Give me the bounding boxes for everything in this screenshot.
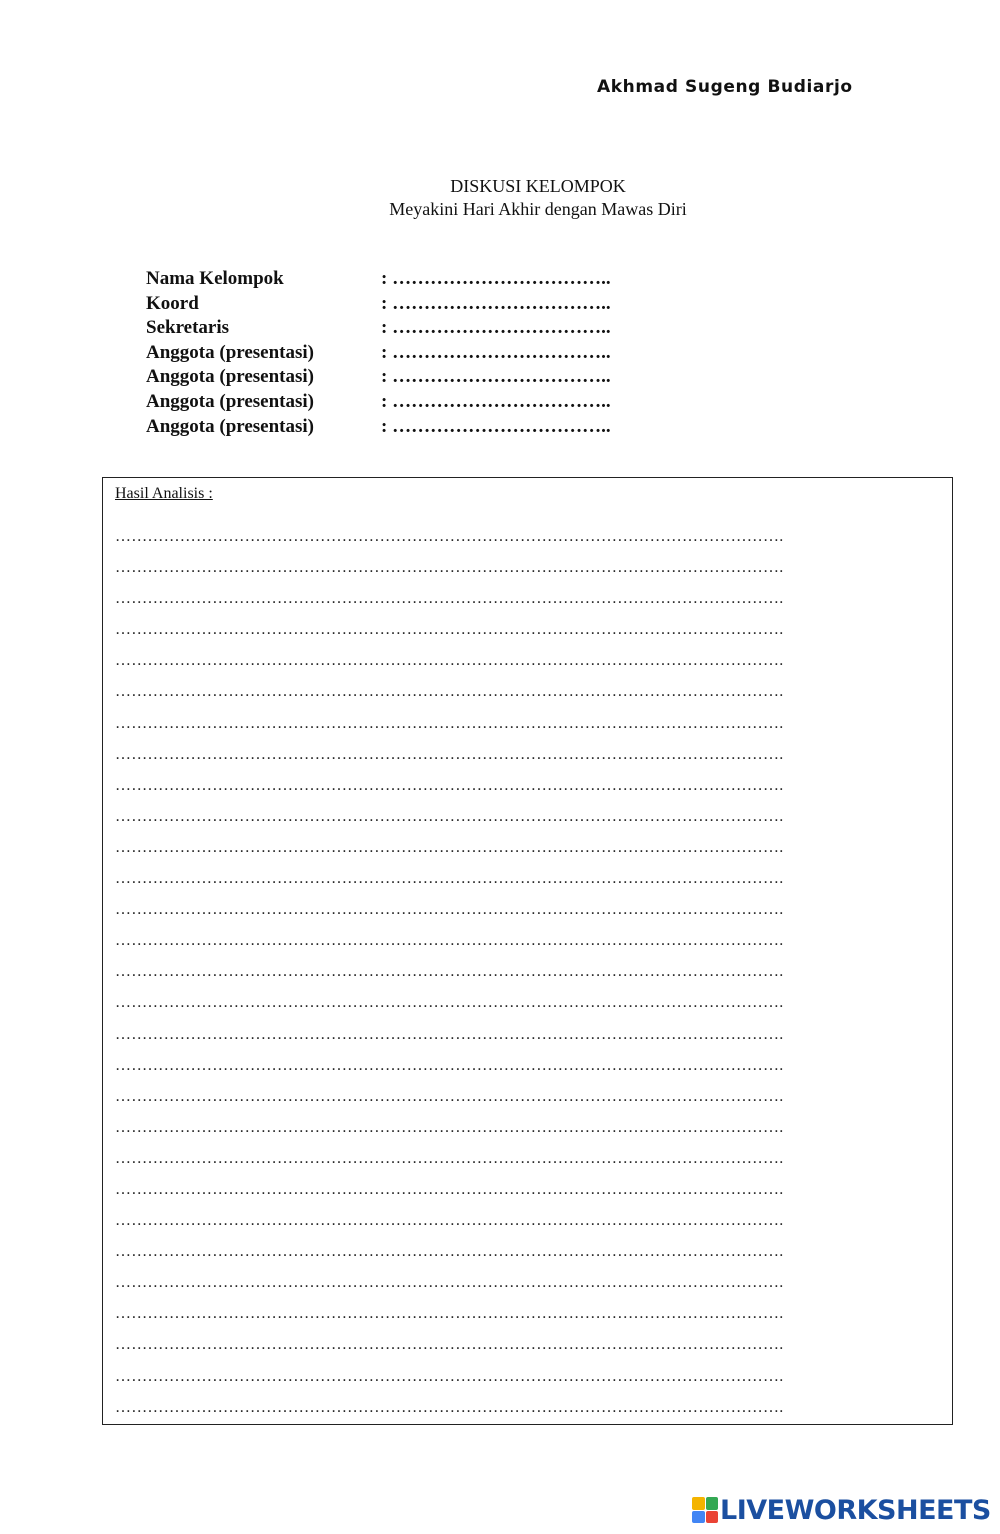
liveworksheets-icon bbox=[692, 1497, 718, 1523]
analysis-line[interactable]: ……………………………………………………………………………………………………………. bbox=[115, 1087, 784, 1105]
brand-icon-tile bbox=[692, 1497, 705, 1510]
brand-icon-tile bbox=[706, 1511, 719, 1524]
analysis-line[interactable]: ……………………………………………………………………………………………………………. bbox=[115, 621, 784, 639]
field-label: Sekretaris bbox=[146, 317, 230, 339]
analysis-line[interactable]: ……………………………………………………………………………………………………………. bbox=[115, 714, 784, 732]
field-label: Anggota (presentasi) bbox=[146, 415, 315, 437]
field-label: Anggota (presentasi) bbox=[146, 341, 315, 363]
brand-icon-tile bbox=[692, 1511, 705, 1524]
document-title: DISKUSI KELOMPOK bbox=[450, 176, 626, 196]
analysis-line[interactable]: ……………………………………………………………………………………………………………. bbox=[115, 1149, 784, 1167]
analysis-line[interactable]: ……………………………………………………………………………………………………………. bbox=[115, 1398, 784, 1416]
analysis-line[interactable]: ……………………………………………………………………………………………………………. bbox=[115, 559, 784, 577]
analysis-line[interactable]: ……………………………………………………………………………………………………………. bbox=[115, 1056, 784, 1074]
analysis-line[interactable]: ……………………………………………………………………………………………………………. bbox=[115, 1118, 784, 1136]
field-blank[interactable]: : …………………………….. bbox=[381, 341, 611, 363]
field-blank[interactable]: : …………………………….. bbox=[381, 268, 611, 289]
analysis-line[interactable]: ……………………………………………………………………………………………………………. bbox=[115, 870, 784, 888]
field-blank[interactable]: : …………………………….. bbox=[381, 317, 611, 339]
analysis-box bbox=[102, 477, 953, 1425]
analysis-line[interactable]: ……………………………………………………………………………………………………………. bbox=[115, 745, 784, 763]
analysis-lines bbox=[115, 528, 783, 1430]
analysis-line[interactable]: ……………………………………………………………………………………………………………. bbox=[115, 776, 784, 794]
brand-name: LIVEWORKSHEETS bbox=[720, 1494, 991, 1526]
field-label: Anggota (presentasi) bbox=[146, 390, 315, 412]
field-label: Nama Kelompok bbox=[146, 268, 284, 289]
analysis-line[interactable]: ……………………………………………………………………………………………………………. bbox=[115, 963, 784, 981]
analysis-line[interactable]: ……………………………………………………………………………………………………………. bbox=[115, 1367, 784, 1385]
brand-icon-tile bbox=[706, 1497, 719, 1510]
analysis-line[interactable]: ……………………………………………………………………………………………………………. bbox=[115, 1243, 784, 1261]
title-block bbox=[0, 175, 1000, 221]
field-blank[interactable]: : …………………………….. bbox=[381, 366, 611, 388]
analysis-line[interactable]: ……………………………………………………………………………………………………………. bbox=[115, 901, 784, 919]
field-blank[interactable]: : …………………………….. bbox=[381, 390, 611, 412]
document-subtitle: Meyakini Hari Akhir dengan Mawas Diri bbox=[389, 199, 687, 219]
analysis-line[interactable]: ……………………………………………………………………………………………………………. bbox=[115, 994, 784, 1012]
analysis-line[interactable]: ……………………………………………………………………………………………………………. bbox=[115, 1274, 784, 1292]
analysis-line[interactable]: ……………………………………………………………………………………………………………. bbox=[115, 807, 784, 825]
analysis-line[interactable]: ……………………………………………………………………………………………………………. bbox=[115, 1180, 784, 1198]
analysis-line[interactable]: ……………………………………………………………………………………………………………. bbox=[115, 683, 784, 701]
analysis-line[interactable]: ……………………………………………………………………………………………………………. bbox=[115, 1025, 784, 1043]
analysis-line[interactable]: ……………………………………………………………………………………………………………. bbox=[115, 528, 784, 545]
field-blank[interactable]: : …………………………….. bbox=[381, 292, 611, 314]
field-label: Anggota (presentasi) bbox=[146, 366, 315, 388]
analysis-line[interactable]: ……………………………………………………………………………………………………………. bbox=[115, 1336, 784, 1354]
analysis-line[interactable]: ……………………………………………………………………………………………………………. bbox=[115, 590, 784, 608]
analysis-line[interactable]: ……………………………………………………………………………………………………………. bbox=[115, 1305, 784, 1323]
field-label: Koord bbox=[146, 292, 199, 314]
analysis-label: Hasil Analisis : bbox=[115, 485, 213, 502]
field-blank[interactable]: : …………………………….. bbox=[381, 415, 611, 437]
analysis-line[interactable]: ……………………………………………………………………………………………………………. bbox=[115, 932, 784, 950]
liveworksheets-logo bbox=[692, 1494, 991, 1526]
analysis-line[interactable]: ……………………………………………………………………………………………………………. bbox=[115, 1212, 784, 1230]
author-name: Akhmad Sugeng Budiarjo bbox=[597, 77, 853, 97]
analysis-line[interactable]: ……………………………………………………………………………………………………………. bbox=[115, 838, 784, 856]
analysis-line[interactable]: ……………………………………………………………………………………………………………. bbox=[115, 652, 784, 670]
